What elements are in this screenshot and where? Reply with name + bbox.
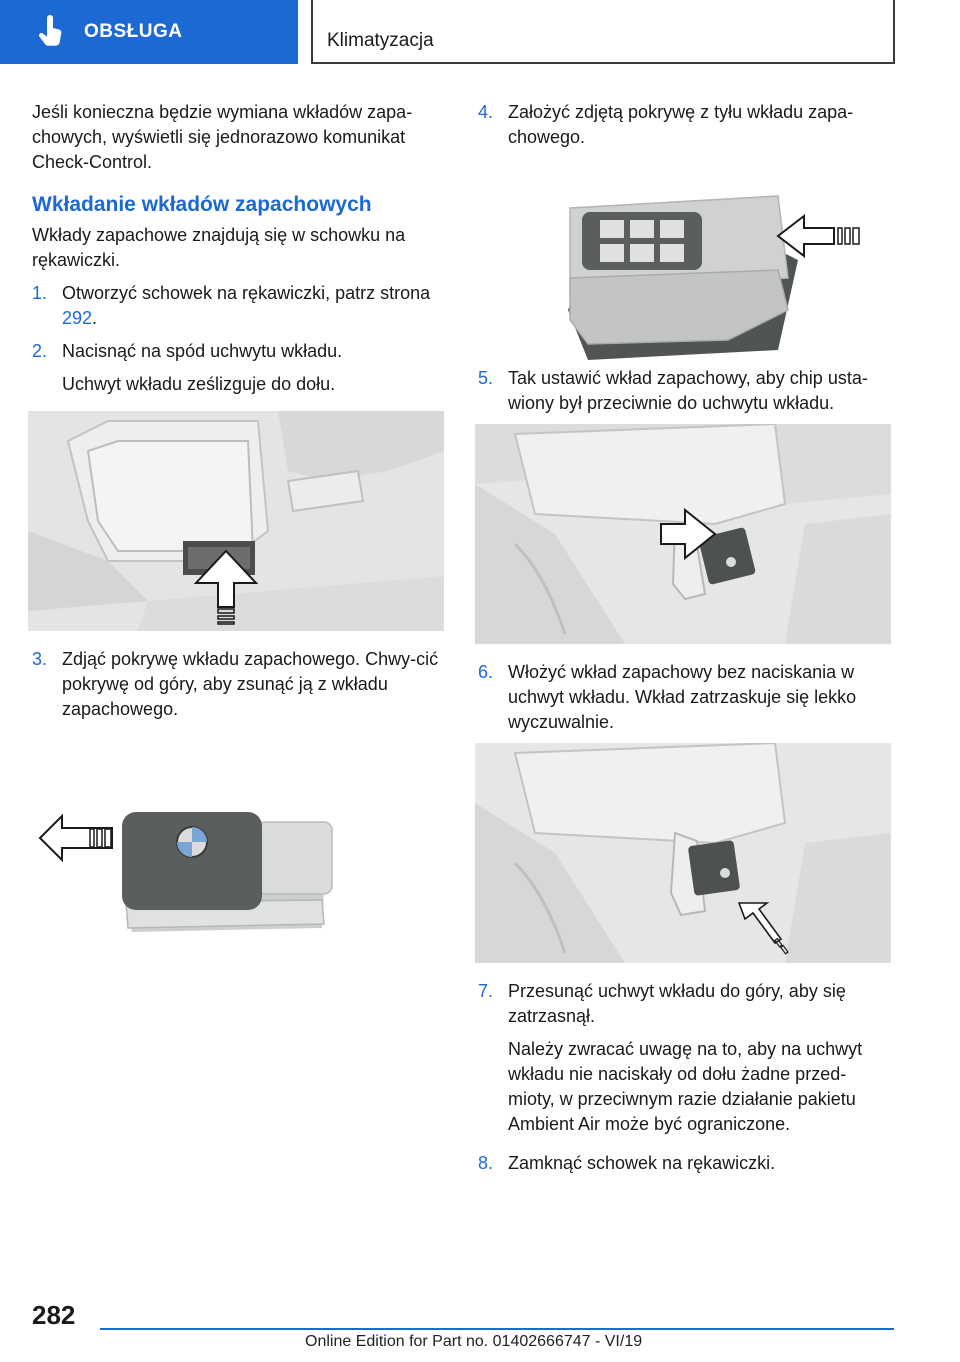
step-2 [32, 339, 444, 364]
intro-paragraph: Jeśli konieczna będzie wymiana wkładów zapa-chowych, wyświetli się jednorazowo komunikat Check-Control. [32, 102, 413, 172]
step-number: 5. [478, 368, 494, 388]
step-7-note: Należy zwracać uwagę na to, aby na uchwyt wkładu nie naciskały od dołu żadne przed-mioty, w przeciwnym razie działanie pakietu Ambient Air może być ograniczone. [508, 1039, 863, 1134]
page-link[interactable]: 292 [62, 308, 93, 328]
step-2-note: Uchwyt wkładu ześlizguje do dołu. [62, 374, 336, 394]
step-number: 8. [478, 1153, 494, 1173]
step-text: Włożyć wkład zapachowy bez naciskania w uchwyt wkładu. Wkład zatrzaskuje się lekko wyczuwalnie. [508, 662, 857, 732]
step-number: 1. [32, 283, 48, 303]
step-3 [32, 647, 444, 722]
step-text: Zamknąć schowek na rękawiczki. [508, 1153, 776, 1173]
right-column [478, 100, 892, 1184]
step-text: Założyć zdjętą pokrywę z tyłu wkładu zapa-chowego. [508, 102, 854, 147]
step-text: Otworzyć schowek na rękawiczki, patrz strona [62, 283, 431, 303]
holder-slide-down-figure [28, 411, 444, 631]
footer-edition: Online Edition for Part no. 01402666747 - VI/19 [305, 1333, 643, 1350]
step-7 [478, 979, 892, 1029]
step-text: Przesunąć uchwyt wkładu do góry, aby się zatrzasnął. [508, 981, 846, 1026]
step-text: Zdjąć pokrywę wkładu zapachowego. Chwy-cić pokrywę od góry, aby zsunąć ją z wkładu zapachowego. [62, 649, 439, 719]
step-5 [478, 366, 892, 416]
step-8 [478, 1151, 892, 1176]
left-column [32, 100, 444, 968]
cover-removal-figure [32, 752, 444, 952]
chapter-title: Klimatyzacja [327, 30, 434, 51]
section-tab-label: OBSŁUGA [84, 21, 183, 42]
step-text: Nacisnąć na spód uchwytu wkładu. [62, 341, 343, 361]
step-text-end: . [92, 308, 98, 328]
cover-on-back-figure [478, 160, 890, 360]
heading-paragraph: Wkłady zapachowe znajdują się w schowku na rękawiczki. [32, 225, 406, 270]
step-number: 7. [478, 981, 494, 1001]
cartridge-inserted-figure [475, 743, 891, 963]
step-number: 3. [32, 649, 48, 669]
section-tab[interactable] [0, 0, 298, 64]
footer-rule [100, 1328, 894, 1330]
section-heading: Wkładanie wkładów zapachowych [32, 193, 372, 216]
chip-orientation-figure [475, 424, 891, 644]
hand-pointer-icon [36, 15, 66, 49]
step-1 [32, 281, 444, 331]
step-text: Tak ustawić wkład zapachowy, aby chip usta-wiony był przeciwnie do uchwytu wkładu. [508, 368, 868, 413]
step-6 [478, 660, 892, 735]
step-number: 4. [478, 102, 494, 122]
step-number: 2. [32, 341, 48, 361]
step-number: 6. [478, 662, 494, 682]
page-number: 282 [32, 1300, 76, 1330]
step-4 [478, 100, 892, 150]
chapter-title-box [311, 0, 895, 64]
